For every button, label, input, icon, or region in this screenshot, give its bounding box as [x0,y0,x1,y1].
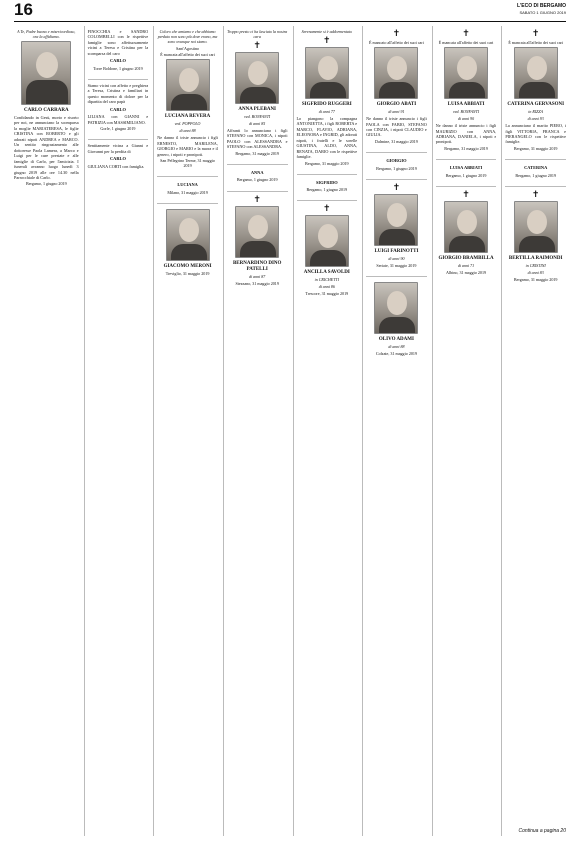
obituary-box [436,26,497,156]
portrait-photo [166,209,210,261]
portrait-photo [514,201,558,253]
place-date: Bergamo, 31 maggio 2019 [513,276,558,282]
age: di anni 91 [388,109,405,115]
place-date: Bergamo, 1 giugno 2019 [445,172,487,178]
deceased-name: GIORGIO ABATI [376,102,417,108]
age: di anni 87 [249,273,266,279]
cross-icon: ✝ [392,28,401,38]
condolence-text: Siamo vicini con affetto e preghiera a Teresa, Cristina e familiari in questo momento di dolore per la dipartita del caro papà [87,82,149,105]
deceased-name: GIORGIO [386,158,407,164]
deceased-name: GIORGIO BRAMBILLA [438,255,494,261]
portrait-photo [305,215,349,267]
cross-icon: ✝ [462,188,470,199]
place-date: Stezzano, 31 maggio 2019 [235,280,279,286]
deceased-name: GIACOMO MERONI [163,263,212,269]
condolence-box [157,176,218,200]
dedication: A Te, Padre buono e misericordioso, ora la affidiamo. [17,29,76,39]
portrait-photo [444,47,488,99]
obituary-columns [14,26,566,836]
obituary-box [505,26,566,156]
married-name: in RIZZA [528,109,544,115]
deceased-name: SIGFRIDO RUGGERI [301,102,352,107]
cross-icon: ✝ [531,28,540,38]
column-1 [14,26,79,836]
deceased-name: LUCIANA REVERA [164,114,211,120]
column-5 [293,26,358,836]
death-notice: È mancato all'affetto dei suoi cari [368,40,424,45]
death-notice: È mancata all'affetto dei suoi cari [508,40,564,45]
obituary-box [14,26,79,192]
place-date: Albino, 31 maggio 2019 [446,269,487,275]
deceased-name: CARLO [110,156,126,162]
deceased-name: CATERINA GERVASONI [507,102,565,108]
motto: Coloro che amiamo e che abbiamo perduto non sono più dove erano, ma sono ovunque noi siamo. [157,29,218,44]
place-date: Bergamo, 1 giugno 2019 [376,165,417,171]
deceased-name: ANNA PLEBANI [238,107,277,112]
column-7 [432,26,497,836]
place-date: Bergamo, 1 giugno 2019 [306,187,348,193]
portrait-photo [235,206,279,258]
obituary-box [366,276,427,361]
obituary-box [227,191,288,291]
portrait-photo [166,59,210,111]
intro-text: Serenamente si è addormentato [301,29,353,34]
place-date: Seriate, 31 maggio 2019 [376,262,417,268]
column-8 [501,26,566,836]
portrait-photo [374,282,418,334]
cross-icon: ✝ [462,28,470,38]
portrait-photo [21,41,71,105]
obituary-box [505,186,566,287]
place-date: Bergamo, 31 maggio 2019 [305,160,349,166]
obituary-box [157,203,218,281]
obituary-box [297,200,358,301]
obituary-text: Confidando in Gesù, morto e risorto per noi, ne annunciano la scomparsa la moglie MARIATERESA, le figlie CRISTINA con ROBERTO e gli adorati nipoti ANDREA e MARCO. Un sentito ringraziamento alle dottoresse Paola Lamera, a Marco e Luigi per le cure prestate e alle famiglie di Carlo, per l'amicizia. I funerali avranno luogo lunedì 3 giugno 2019 alle ore 14.30 nella Parrocchiale di Carlo. [14,115,79,180]
place-date: Bergamo, 31 maggio 2019 [444,145,488,151]
married-name: ved. POPPOLO [174,121,201,127]
married-name: ved. BONFANTI [244,114,271,119]
place-date: Milano, 31 maggio 2019 [167,189,208,195]
portrait-photo [374,194,418,246]
deceased-name: CARLO [110,106,126,112]
condolence-box [366,152,427,176]
obituary-text: Lo piangono la compagna ANTONIETTA, i figli ROBERTA e MARCO, FLAVIO, ADRIANA, ELEONORA e INGRID, gli adorati nipoti, i fratelli e le sorelle GIUSTINA, ALDO, ANNA, RENATA, DARIO con le rispettive famiglie. [296,116,358,160]
condolence-box [88,79,149,136]
obituary-text: Affranti lo annunciano i figli STEFANO con MONICA, i nipoti PAOLO con ALESSANDRA e STEFANO con ALESSANDRA. [226,128,288,150]
place-date: Bergamo, 1 giugno 2019 [236,177,278,183]
deceased-name: SIGFRIDO [315,179,338,185]
place-date: San Pellegrino Terme, 31 maggio 2019 [160,158,215,169]
place-date: Dalmine, 31 maggio 2019 [375,138,418,144]
portrait-photo [374,47,418,99]
age: di anni 90 [457,116,475,122]
married-name: in CRICHETTI [314,277,339,283]
deceased-name: OLIVO ADAMI [378,336,414,342]
deceased-name: ANCILLA SAVOLDI [303,270,350,276]
intro-text: Troppo presto ci ha lasciato la nostra cara [227,29,288,39]
deceased-name: BERTILLA RAIMONDI [508,255,563,261]
cross-icon: ✝ [392,181,401,192]
age: di anni 71 [457,262,475,268]
paper-name: L'ECO DI BERGAMO [517,3,566,9]
deceased-name: CATERINA [524,165,548,171]
condolence-box [436,159,497,183]
married-name: in CRISTINI [525,262,546,268]
deceased-name: CARLO CARRARA [24,108,69,113]
place-date: Bergamo, 31 maggio 2019 [235,150,279,156]
column-2 [84,26,149,836]
portrait-photo [514,47,558,99]
portrait-photo [235,52,279,104]
condolence-text: FINOCCHIA e SANDRO COLOMBELLI con le rispettive famiglie sono affettuosamente vicini a Teresa e Cristina per la scomparsa del caro [87,29,149,56]
age: di anni 83 [527,269,544,275]
cross-icon: ✝ [323,203,331,214]
married-name: ved. BONFANTI [452,109,480,115]
deceased-name: LUISA ABBIATI [449,165,483,171]
column-4 [223,26,288,836]
age: di anni 88 [388,343,405,349]
place-date: Bergamo, 1 giugno 2019 [515,172,556,178]
obituary-text: Ne danno il triste annuncio i figli PAOLA con FABIO, STEFANO con CINZIA, i nipoti CLAUDIO e GIULIA. [366,116,427,138]
deceased-name: BERNARDINO DINO PATELLI [232,260,282,272]
column-6 [362,26,427,836]
condolence-signers: GIULIANA CORTI con famiglia. [87,163,145,169]
condolence-box [297,174,358,198]
place-date: Colzate, 31 maggio 2019 [375,350,418,356]
obituary-text: Ne danno il triste annuncio i figli ERNESTO, MARILENA, GIORGIO e MARIO e la nuora e il genero, i nipoti e pronipoti. [157,135,218,157]
condolence-text: Sentitamente vicina a Gianni e Giovanni per la perdita di [87,143,149,154]
obituary-text: Ne danno il triste annuncio i figli MAURIZIO con ANNA, ADRIANA, DANIELA, i nipoti e pronipoti. [435,123,497,145]
obituary-text: La annunciano il marito PIERO, i figli VITTORIA, FRANCA e PIERANGELO con le rispettive famiglie. [505,123,566,145]
portrait-photo [305,47,349,99]
obituary-box [366,179,427,273]
place-date: Torre Boldone, 1 giugno 2019 [93,65,143,71]
age: di anni 85 [249,121,266,126]
age: di anni 77 [318,109,335,114]
obituary-box [227,26,288,161]
continued-note: Continua a pagina 20 [518,827,566,834]
portrait-photo [444,201,488,253]
condolence-box [88,26,149,76]
motto-author: Sant'Agostino [176,46,200,51]
death-notice: È mancata all'affetto dei suoi cari [160,52,215,58]
motto-box [157,26,218,173]
cross-icon: ✝ [531,188,540,199]
deceased-name: CARLO [110,58,126,64]
condolence-box [88,139,149,173]
obituary-box [366,26,427,149]
condolence-signers: LILIANA con GIANNI e PATRIZIA con MASSIMILIANO. [87,114,149,125]
deceased-name: LUISA ABBIATI [447,102,485,108]
place-date: Treviglio, 31 maggio 2019 [165,270,210,276]
obituary-box [436,186,497,280]
place-date: Bergamo, 1 giugno 2019 [25,181,67,187]
place-date: Bergamo, 31 maggio 2019 [513,145,558,151]
condolence-box [227,164,288,188]
place-date: Trescore, 31 maggio 2019 [305,291,349,297]
age: di anni 90 [388,255,405,261]
obituary-box [297,26,358,171]
age: di anni 93 [527,116,544,122]
age: di anni 86 [318,284,335,290]
condolence-box [505,159,566,183]
cross-icon: ✝ [253,40,261,50]
deceased-name: LUIGI FARINOTTI [374,248,419,254]
age: di anni 88 [179,128,196,134]
column-3 [153,26,218,836]
cross-icon: ✝ [323,35,331,45]
issue-date: SABATO 1 GIUGNO 2019 [519,10,566,15]
place-date: Gorle, 1 giugno 2019 [100,126,136,132]
cross-icon: ✝ [253,193,261,204]
deceased-name: LUCIANA [177,182,198,188]
death-notice: È mancata all'affetto dei suoi cari [438,40,494,45]
masthead [14,0,566,22]
page-number: 16 [14,0,33,19]
deceased-name: ANNA [250,169,264,175]
